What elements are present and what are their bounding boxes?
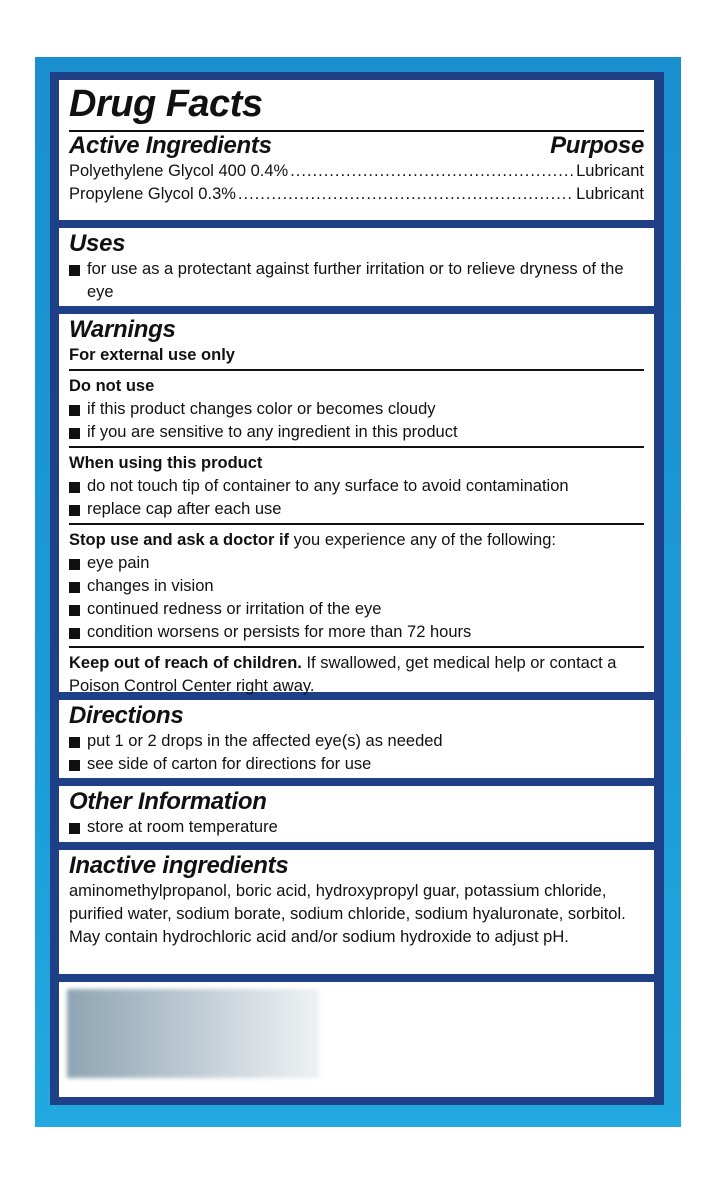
active-ingredients-panel <box>59 80 654 220</box>
active-ingredients-heading: Active Ingredients <box>69 132 272 159</box>
do-not-use-bullet: if this product changes color or becomes cloudy <box>69 398 644 421</box>
when-using-heading: When using this product <box>69 454 263 472</box>
leader-dots <box>238 183 574 206</box>
stop-use-heading <box>69 529 644 552</box>
stop-use-rest: you experience any of the following: <box>289 531 556 549</box>
stop-use-bullet: condition worsens or persists for more than 72 hours <box>69 621 644 644</box>
do-not-use-bullet: if you are sensitive to any ingredient in this product <box>69 421 644 444</box>
drug-facts-title: Drug Facts <box>69 83 263 125</box>
ingredient-purpose: Lubricant <box>576 185 644 203</box>
warnings-heading: Warnings <box>69 316 176 343</box>
warnings-panel <box>59 314 654 695</box>
divider <box>69 646 644 648</box>
other-info-heading: Other Information <box>69 788 267 815</box>
keep-out-text <box>69 652 644 698</box>
directions-bullet: see side of carton for directions for use <box>69 753 644 776</box>
divider <box>69 523 644 525</box>
when-using-bullet: do not touch tip of container to any surface to avoid contamination <box>69 475 644 498</box>
keep-out-bold: Keep out of reach of children. <box>69 654 302 672</box>
ingredient-name: Polyethylene Glycol 400 0.4% <box>69 162 289 180</box>
other-info-bullet: store at room temperature <box>69 816 644 839</box>
external-use-text: For external use only <box>69 346 235 364</box>
stop-use-bullet: eye pain <box>69 552 644 575</box>
inactive-ingredients-heading: Inactive ingredients <box>69 852 289 879</box>
ingredient-name: Propylene Glycol 0.3% <box>69 185 236 203</box>
leader-dots <box>290 160 574 183</box>
stop-use-bullet: changes in vision <box>69 575 644 598</box>
purpose-heading: Purpose <box>550 132 644 159</box>
other-info-panel <box>59 786 654 842</box>
stop-use-bold: Stop use and ask a doctor if <box>69 531 290 549</box>
ingredient-purpose: Lubricant <box>576 162 644 180</box>
when-using-bullet: replace cap after each use <box>69 498 644 521</box>
stop-use-bullet: continued redness or irritation of the eye <box>69 598 644 621</box>
do-not-use-heading: Do not use <box>69 377 155 395</box>
directions-bullet: put 1 or 2 drops in the affected eye(s) as needed <box>69 730 644 753</box>
active-ingredients-header <box>69 132 644 160</box>
ingredient-row <box>69 160 644 183</box>
divider <box>69 369 644 371</box>
keep-out-rest: If swallowed, get medical help or contact a Poison Control Center right away. <box>69 654 617 695</box>
directions-heading: Directions <box>69 702 184 729</box>
uses-bullet: for use as a protectant against further irritation or to relieve dryness of the eye <box>69 258 644 304</box>
uses-heading: Uses <box>69 230 126 257</box>
divider <box>69 446 644 448</box>
directions-panel <box>59 700 654 778</box>
redacted-image <box>67 989 319 1078</box>
inactive-ingredients-text: aminomethylpropanol, boric acid, hydroxypropyl guar, potassium chloride, purified water, sodium borate, sodium chloride, sodium hyaluronate, sorbitol. May contain hydrochloric acid and/or sodium hydroxide to adjust pH. <box>69 882 626 946</box>
ingredient-row <box>69 183 644 206</box>
inactive-ingredients-panel <box>59 850 654 974</box>
uses-panel <box>59 228 654 306</box>
